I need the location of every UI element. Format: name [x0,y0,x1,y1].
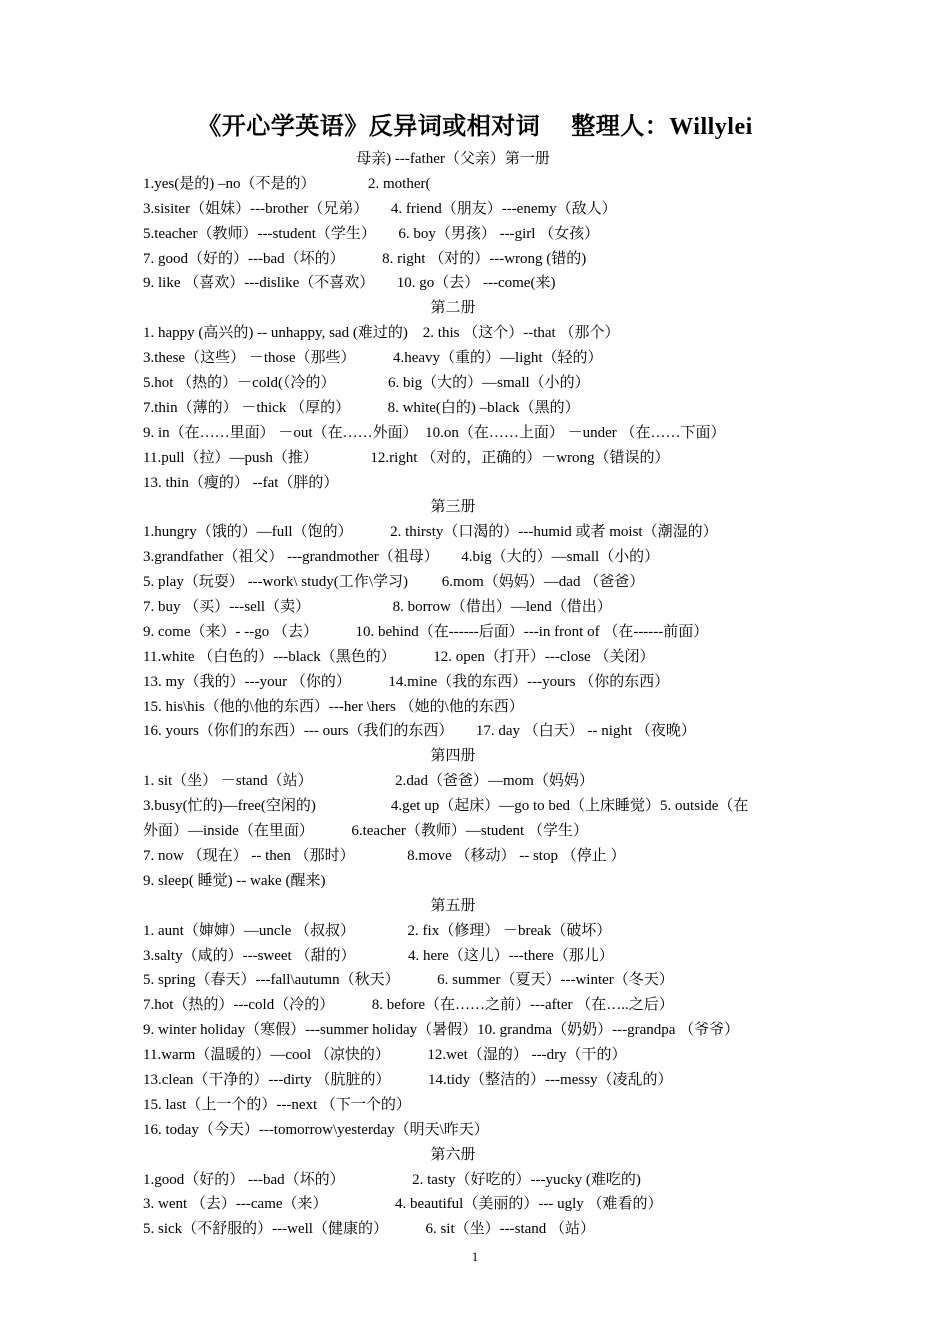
text-line: 5. sick（不舒服的）---well（健康的） 6. sit（坐）---stand （站） [143,1221,596,1238]
volume-heading: 母亲) ---father（父亲）第一册 [356,151,550,167]
text-line: 7. good（好的）---bad（坏的） 8. right （对的）---wrong (错的) [143,250,587,267]
text-line: 13.clean（干净的）---dirty （肮脏的） 14.tidy（整洁的）---messy（凌乱的） [143,1071,673,1088]
text-line: 13. my（我的）---your （你的） 14.mine（我的东西）---yours （你的东西） [143,673,670,690]
text-line: 7. now （现在） -- then （那时） 8.move （移动） -- stop （停止 ） [143,847,626,864]
text-line: 1.good（好的） ---bad（坏的） 2. tasty（好吃的）---yucky (难吃的) [143,1171,641,1188]
text-line: 11.white （白色的）---black（黑色的） 12. open（打开）---close （关闭） [143,648,655,665]
text-line: 15. his\his（他的\他的东西）---her \hers （她的\他的东西） [143,698,524,715]
text-line: 3.sisiter（姐妹）---brother（兄弟） 4. friend（朋友）---enemy（敌人） [143,200,617,217]
text-line: 3.these（这些） －those（那些） 4.heavy（重的）—light（轻的） [143,350,603,367]
text-line: 1. aunt（婶婶）—uncle （叔叔） 2. fix（修理） －break（破坏） [143,922,612,939]
text-line: 9. in（在……里面） －out（在……外面） 10.on（在……上面） －under （在……下面） [143,424,726,441]
text-line: 11.pull（拉）—push（推） 12.right （对的，正确的）－wrong（错误的） [143,449,670,466]
text-line: 1.hungry（饿的）—full（饱的） 2. thirsty（口渴的）---humid 或者 moist（潮湿的） [143,524,718,541]
text-line: 9. winter holiday（寒假）---summer holiday（暑假）10. grandma（奶奶）---grandpa （爷爷） [143,1022,740,1039]
page-number: 1 [471,1249,479,1264]
text-line: 3.busy(忙的)—free(空闲的) 4.get up（起床）—go to bed（上床睡觉）5. outside（在 [143,798,749,815]
text-line: 16. today（今天）---tomorrow\yesterday（明天\昨天） [143,1121,489,1138]
volume-heading: 第六册 [430,1146,476,1163]
text-line: 5.teacher（教师）---student（学生） 6. boy（男孩） ---girl （女孩） [143,225,600,242]
text-line: 3. went （去）---came（来） 4. beautiful（美丽的）--- ugly （难看的） [143,1196,663,1213]
volume-heading: 第三册 [430,499,476,516]
text-line: 1.yes(是的) –no（不是的） 2. mother( [143,175,431,192]
volume-heading: 第五册 [430,897,476,914]
text-line: 5.hot （热的）－cold(（冷的） 6. big（大的）—small（小的） [143,375,590,392]
text-line: 15. last（上一个的）---next （下一个的） [143,1096,411,1113]
text-line: 5. spring（春天）---fall\autumn（秋天） 6. summer（夏天）---winter（冬天） [143,972,674,989]
volume-heading: 第二册 [430,300,476,317]
text-line: 1. sit（坐） －stand（站） 2.dad（爸爸）—mom（妈妈） [143,773,594,790]
text-line: 13. thin（瘦的） --fat（胖的） [143,474,339,491]
text-line: 7.thin（薄的） －thick （厚的） 8. white(白的) –black（黑的） [143,399,580,416]
text-line: 3.salty（咸的）---sweet （甜的） 4. here（这儿）---there（那儿） [143,947,614,964]
text-line: 1. happy (高兴的) -- unhappy, sad (难过的) 2. this （这个）--that （那个） [143,325,620,342]
text-line: 11.warm（温暖的）—cool （凉快的） 12.wet（湿的） ---dry（干的） [143,1047,627,1064]
text-line: 9. sleep( 睡觉) -- wake (醒来) [143,872,326,889]
text-line: 外面）—inside（在里面） 6.teacher（教师）—student （学生） [143,823,588,840]
text-line: 5. play（玩耍） ---work\ study(工作\学习) 6.mom（妈妈）—dad （爸爸） [143,574,645,591]
text-line: 7. buy （买）---sell（卖） 8. borrow（借出）—lend（借出） [143,599,612,616]
document-body [143,147,823,1242]
text-line: 16. yours（你们的东西）--- ours（我们的东西） 17. day （白天） -- night （夜晚） [143,723,696,740]
document-title: 《开心学英语》反异词或相对词 整理人：Willylei [197,114,753,140]
text-line: 7.hot（热的）---cold（冷的） 8. before（在……之前）---after （在…..之后） [143,997,674,1014]
text-line: 3.grandfather（祖父） ---grandmother（祖母） 4.big（大的）—small（小的） [143,549,660,566]
text-line: 9. come（来）- --go （去） 10. behind（在------后面）---in front of （在------前面） [143,623,709,640]
text-line: 9. like （喜欢）---dislike（不喜欢） 10. go（去） ---come(来) [143,275,556,292]
volume-heading: 第四册 [430,748,476,765]
